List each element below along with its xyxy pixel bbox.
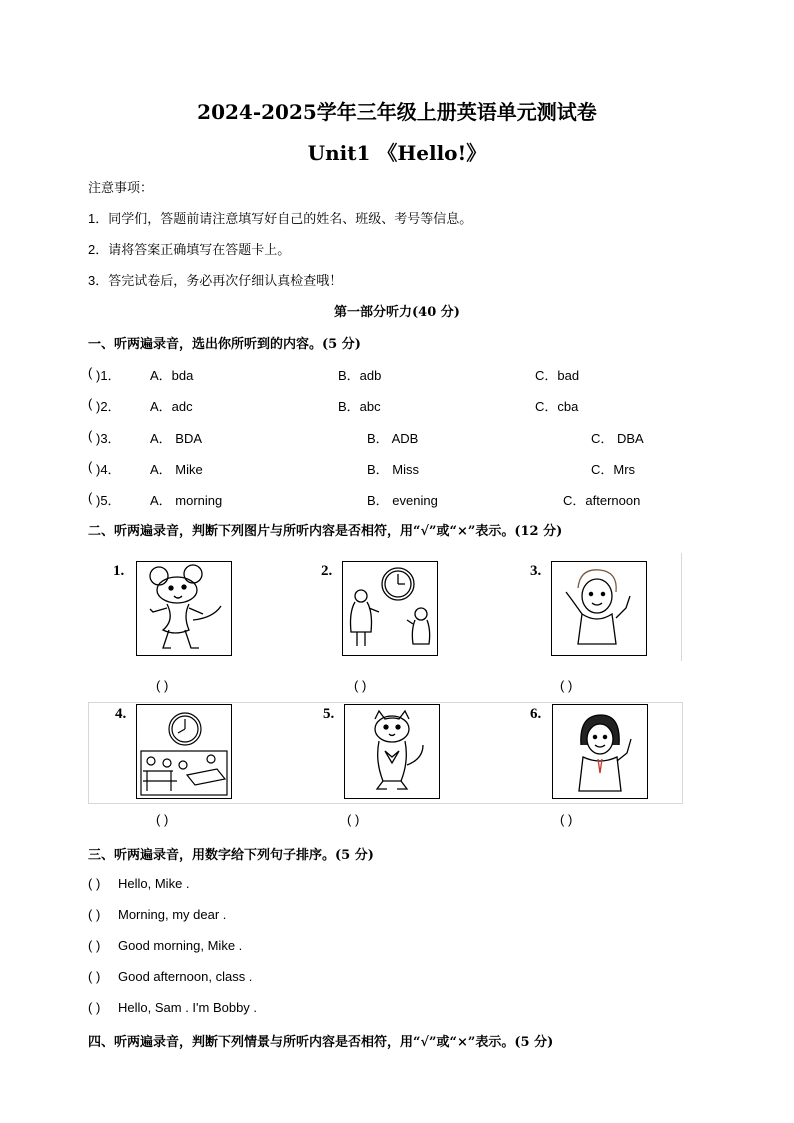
option-b: B． Miss — [367, 462, 420, 477]
section4-title: 四、听两遍录音，判断下列情景与所听内容是否相符，用“√”或“×”表示。(5 分) — [88, 1035, 554, 1050]
question-number: )3． — [96, 431, 121, 446]
note-item-3: 3．答完试卷后，务必再次仔细认真检查哦！ — [88, 273, 343, 288]
order-sentence: Morning, my dear . — [118, 907, 227, 922]
clock-classroom-icon — [343, 562, 437, 655]
option-a: A．adc — [150, 399, 193, 414]
notes-heading: 注意事项： — [88, 180, 154, 195]
picture-number: 1. — [113, 563, 125, 579]
picture-number: 4. — [115, 706, 127, 722]
option-a: A． Mike — [150, 462, 203, 477]
picture-box — [342, 561, 438, 656]
option-c: C．afternoon — [563, 493, 641, 508]
part1-title: 第一部分听力(40 分) — [334, 305, 460, 320]
boy-waving-icon — [552, 562, 646, 655]
option-b: B．adb — [338, 368, 382, 383]
option-a: A． BDA — [150, 431, 203, 446]
picture-number: 6. — [530, 706, 542, 722]
option-c: C．cba — [535, 399, 579, 414]
question-number: )5． — [96, 493, 121, 508]
order-sentence: Hello, Sam . I'm Bobby . — [118, 1000, 258, 1015]
question-number: )2． — [96, 399, 121, 414]
option-a: A．bda — [150, 368, 194, 383]
question-number: )4． — [96, 462, 121, 477]
question-paren[interactable]: ( — [88, 459, 93, 474]
question-paren[interactable]: ( — [88, 490, 93, 505]
order-sentence: Good afternoon, class . — [118, 969, 253, 984]
picture-number: 3. — [530, 563, 542, 579]
section1-title: 一、听两遍录音，选出你所听到的内容。(5 分) — [88, 337, 361, 352]
answer-paren[interactable]: ( ) — [347, 812, 360, 827]
answer-paren[interactable]: ( ) — [560, 678, 573, 693]
picture-box — [136, 704, 232, 799]
order-paren[interactable]: ( ) — [88, 876, 101, 891]
answer-paren[interactable]: ( ) — [156, 678, 169, 693]
picture-box — [552, 704, 648, 799]
order-sentence: Hello, Mike . — [118, 876, 190, 891]
option-c: C． DBA — [591, 431, 644, 446]
order-paren[interactable]: ( ) — [88, 907, 101, 922]
option-b: B．abc — [338, 399, 381, 414]
unit-subtitle: Unit1 《Hello!》 — [307, 141, 487, 165]
section2-title: 二、听两遍录音，判断下列图片与所听内容是否相符，用“√”或“×”表示。(12 分) — [88, 524, 563, 539]
mouse-picture-icon — [137, 562, 231, 655]
option-b: B． evening — [367, 493, 438, 508]
option-c: C．Mrs — [591, 462, 636, 477]
answer-paren[interactable]: ( ) — [354, 678, 367, 693]
order-paren[interactable]: ( ) — [88, 969, 101, 984]
picture-box — [551, 561, 647, 656]
order-paren[interactable]: ( ) — [88, 938, 101, 953]
option-b: B． ADB — [367, 431, 419, 446]
picture-box — [344, 704, 440, 799]
classroom-clock-icon — [137, 705, 231, 798]
note-item-1: 1．同学们，答题前请注意填写好自己的姓名、班级、考号等信息。 — [88, 211, 473, 226]
answer-paren[interactable]: ( ) — [156, 812, 169, 827]
note-item-2: 2．请将答案正确填写在答题卡上。 — [88, 242, 291, 257]
cat-picture-icon — [345, 705, 439, 798]
picture-number: 2. — [321, 563, 333, 579]
girl-waving-icon — [553, 705, 647, 798]
question-paren[interactable]: ( — [88, 365, 93, 380]
order-sentence: Good morning, Mike . — [118, 938, 243, 953]
picture-box — [136, 561, 232, 656]
picture-number: 5. — [323, 706, 335, 722]
question-paren[interactable]: ( — [88, 396, 93, 411]
question-paren[interactable]: ( — [88, 428, 93, 443]
section3-title: 三、听两遍录音，用数字给下列句子排序。(5 分) — [88, 848, 374, 863]
option-c: C．bad — [535, 368, 580, 383]
exam-title: 2024-2025学年三年级上册英语单元测试卷 — [197, 100, 597, 124]
answer-paren[interactable]: ( ) — [560, 812, 573, 827]
option-a: A． morning — [150, 493, 223, 508]
order-paren[interactable]: ( ) — [88, 1000, 101, 1015]
question-number: )1． — [96, 368, 121, 383]
